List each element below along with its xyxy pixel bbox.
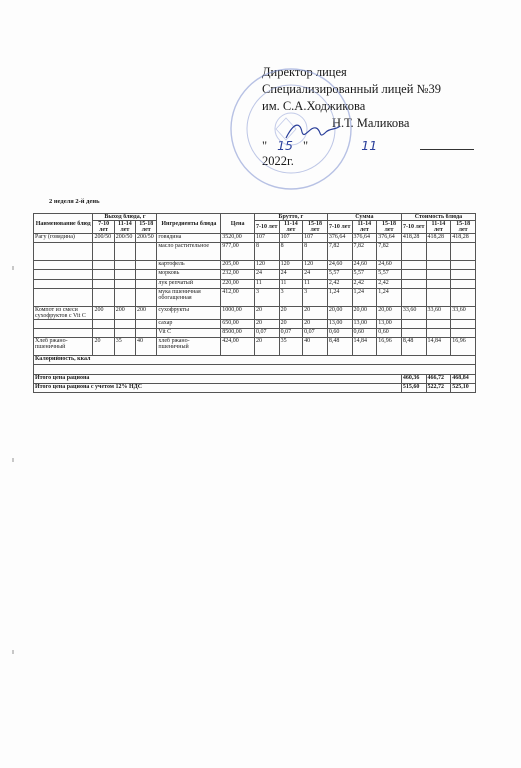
output-7-10: 200 — [93, 306, 114, 319]
output-7-10: 200/50 — [93, 234, 114, 243]
sum-11-14: 13,00 — [352, 319, 377, 328]
sum-15-18: 376,64 — [377, 234, 402, 243]
sum-11-14: 5,57 — [352, 270, 377, 279]
cost-11-14 — [426, 261, 451, 270]
sum-7-10: 0,60 — [327, 328, 352, 337]
ingredient: говядина — [157, 234, 221, 243]
brutto-11-14: 8 — [279, 243, 303, 261]
menu-subtitle: 2 неделя 2-й день — [49, 198, 100, 205]
sum-7-10: 24,60 — [327, 261, 352, 270]
sum-7-10: 13,00 — [327, 319, 352, 328]
brutto-7-10: 11 — [254, 279, 279, 288]
cost-7-10 — [401, 279, 426, 288]
output-11-14 — [114, 279, 135, 288]
price: 650,00 — [221, 319, 255, 328]
sum-15-18: 20,00 — [377, 306, 402, 319]
date-day: 15 — [277, 138, 294, 153]
ingredient: хлеб ржано-пшеничный — [157, 338, 221, 356]
table-row — [34, 261, 476, 270]
cost-15-18 — [451, 279, 476, 288]
dish-name — [34, 288, 93, 306]
output-7-10 — [93, 319, 114, 328]
approval-block — [262, 64, 502, 132]
output-15-18 — [136, 270, 157, 279]
brutto-7-10: 20 — [254, 319, 279, 328]
sum-7-10: 376,64 — [327, 234, 352, 243]
brutto-11-14: 11 — [279, 279, 303, 288]
price: 220,00 — [221, 279, 255, 288]
header-age: 11-14 лет — [426, 221, 451, 234]
dish-name: Рагу (говядина) — [34, 234, 93, 243]
brutto-15-18: 0,07 — [303, 328, 328, 337]
cost-11-14 — [426, 288, 451, 306]
sum-11-14: 7,82 — [352, 243, 377, 261]
cost-15-18: 16,96 — [451, 338, 476, 356]
header-brutto: Брутто, г — [254, 214, 327, 221]
output-15-18 — [136, 288, 157, 306]
output-7-10 — [93, 270, 114, 279]
cost-15-18 — [451, 328, 476, 337]
output-7-10 — [93, 279, 114, 288]
output-11-14 — [114, 270, 135, 279]
dish-name — [34, 261, 93, 270]
sum-7-10: 7,82 — [327, 243, 352, 261]
calories-label: Калорийность, ккал — [34, 356, 476, 365]
table-row — [34, 306, 476, 319]
cost-11-14 — [426, 279, 451, 288]
dish-name — [34, 328, 93, 337]
sum-11-14: 0,60 — [352, 328, 377, 337]
output-11-14 — [114, 243, 135, 261]
brutto-11-14: 20 — [279, 319, 303, 328]
sum-7-10: 1,24 — [327, 288, 352, 306]
sum-11-14: 20,00 — [352, 306, 377, 319]
brutto-11-14: 0,07 — [279, 328, 303, 337]
brutto-11-14: 24 — [279, 270, 303, 279]
cost-15-18: 33,60 — [451, 306, 476, 319]
sum-15-18: 7,82 — [377, 243, 402, 261]
header-sum: Сумма — [327, 214, 401, 221]
output-7-10 — [93, 288, 114, 306]
cost-11-14 — [426, 319, 451, 328]
sum-15-18: 0,60 — [377, 328, 402, 337]
ingredient: сухофрукты — [157, 306, 221, 319]
sum-11-14: 1,24 — [352, 288, 377, 306]
total-vat-value: 525,10 — [451, 383, 476, 392]
sum-15-18: 1,24 — [377, 288, 402, 306]
ingredient: сахар — [157, 319, 221, 328]
price: 205,00 — [221, 261, 255, 270]
output-7-10 — [93, 328, 114, 337]
cost-7-10: 8,48 — [401, 338, 426, 356]
sum-7-10: 8,48 — [327, 338, 352, 356]
date-month: 11 — [361, 138, 378, 153]
header-age: 15-18 лет — [303, 221, 328, 234]
brutto-7-10: 120 — [254, 261, 279, 270]
header-output: Выход блюда, г — [93, 214, 157, 221]
total-vat-label: Итого цена рациона с учетом 12% НДС — [34, 383, 402, 392]
brutto-7-10: 0,07 — [254, 328, 279, 337]
header-age: 7-10 лет — [254, 221, 279, 234]
total-vat-value: 515,60 — [401, 383, 426, 392]
brutto-15-18: 120 — [303, 261, 328, 270]
price: 3520,00 — [221, 234, 255, 243]
total-label: Итого цена рациона — [34, 374, 402, 383]
table-row — [34, 270, 476, 279]
header-age: 15-18 лет — [377, 221, 402, 234]
sum-7-10: 2,42 — [327, 279, 352, 288]
ingredient: мука пшеничная обогащенная — [157, 288, 221, 306]
output-11-14 — [114, 261, 135, 270]
output-15-18 — [136, 261, 157, 270]
cost-15-18 — [451, 288, 476, 306]
ingredient: картофель — [157, 261, 221, 270]
output-11-14: 35 — [114, 338, 135, 356]
brutto-15-18: 24 — [303, 270, 328, 279]
header-age: 7-10 лет — [401, 221, 426, 234]
header-name: Наименование блюд — [34, 214, 93, 234]
ingredient: масло растительное — [157, 243, 221, 261]
brutto-15-18: 20 — [303, 306, 328, 319]
sum-7-10: 5,57 — [327, 270, 352, 279]
output-11-14: 200 — [114, 306, 135, 319]
brutto-7-10: 107 — [254, 234, 279, 243]
table-row — [34, 234, 476, 243]
brutto-11-14: 35 — [279, 338, 303, 356]
output-11-14 — [114, 328, 135, 337]
header-age: 11-14 лет — [114, 221, 135, 234]
brutto-7-10: 20 — [254, 306, 279, 319]
output-7-10 — [93, 261, 114, 270]
brutto-7-10: 20 — [254, 338, 279, 356]
cost-15-18 — [451, 243, 476, 261]
price: 424,00 — [221, 338, 255, 356]
header-age: 7-10 лет — [93, 221, 114, 234]
ingredient: Vit C — [157, 328, 221, 337]
total-value: 466,72 — [426, 374, 451, 383]
brutto-15-18: 8 — [303, 243, 328, 261]
cost-7-10: 33,60 — [401, 306, 426, 319]
output-15-18 — [136, 319, 157, 328]
dish-name — [34, 243, 93, 261]
output-11-14 — [114, 288, 135, 306]
ingredient: морковь — [157, 270, 221, 279]
cost-7-10 — [401, 270, 426, 279]
dish-name — [34, 319, 93, 328]
cost-15-18 — [451, 261, 476, 270]
output-15-18: 200 — [136, 306, 157, 319]
brutto-15-18: 11 — [303, 279, 328, 288]
cost-15-18 — [451, 270, 476, 279]
cost-7-10 — [401, 243, 426, 261]
table-row — [34, 243, 476, 261]
brutto-7-10: 3 — [254, 288, 279, 306]
cost-7-10 — [401, 319, 426, 328]
price: 977,00 — [221, 243, 255, 261]
sum-11-14: 376,64 — [352, 234, 377, 243]
price: 412,00 — [221, 288, 255, 306]
cost-11-14 — [426, 270, 451, 279]
cost-11-14: 14,84 — [426, 338, 451, 356]
sum-11-14: 24,60 — [352, 261, 377, 270]
price: 232,00 — [221, 270, 255, 279]
brutto-15-18: 3 — [303, 288, 328, 306]
table-row — [34, 338, 476, 356]
output-15-18 — [136, 328, 157, 337]
brutto-15-18: 20 — [303, 319, 328, 328]
price: 8500,00 — [221, 328, 255, 337]
brutto-7-10: 24 — [254, 270, 279, 279]
cost-7-10 — [401, 288, 426, 306]
approval-school-name: им. С.А.Ходжикова — [262, 99, 366, 113]
menu-table — [33, 213, 476, 393]
approval-position: Директор лицея — [262, 65, 347, 79]
price: 1000,00 — [221, 306, 255, 319]
ingredient: лук репчатый — [157, 279, 221, 288]
total-value: 460,36 — [401, 374, 426, 383]
cost-11-14 — [426, 243, 451, 261]
cost-7-10 — [401, 261, 426, 270]
approval-school: Специализированный лицей №39 — [262, 82, 441, 96]
header-age: 11-14 лет — [279, 221, 303, 234]
sum-15-18: 5,57 — [377, 270, 402, 279]
sum-7-10: 20,00 — [327, 306, 352, 319]
table-row — [34, 288, 476, 306]
sum-15-18: 16,96 — [377, 338, 402, 356]
table-row — [34, 279, 476, 288]
dish-name — [34, 279, 93, 288]
output-11-14 — [114, 319, 135, 328]
cost-15-18: 418,28 — [451, 234, 476, 243]
output-15-18 — [136, 279, 157, 288]
sum-15-18: 24,60 — [377, 261, 402, 270]
total-vat-value: 522,72 — [426, 383, 451, 392]
output-15-18: 200/50 — [136, 234, 157, 243]
cost-7-10: 418,28 — [401, 234, 426, 243]
sum-11-14: 2,42 — [352, 279, 377, 288]
output-15-18 — [136, 243, 157, 261]
brutto-11-14: 107 — [279, 234, 303, 243]
sum-15-18: 13,00 — [377, 319, 402, 328]
dish-name: Компот из смеси сухофруктов с Vit C — [34, 306, 93, 319]
cost-11-14: 33,60 — [426, 306, 451, 319]
brutto-11-14: 120 — [279, 261, 303, 270]
header-age: 15-18 лет — [451, 221, 476, 234]
output-7-10: 20 — [93, 338, 114, 356]
header-price: Цена — [221, 214, 255, 234]
dish-name: Хлеб ржано-пшеничный — [34, 338, 93, 356]
brutto-11-14: 3 — [279, 288, 303, 306]
header-age: 11-14 лет — [352, 221, 377, 234]
header-age: 7-10 лет — [327, 221, 352, 234]
menu-table-body — [34, 234, 476, 356]
total-value: 468,84 — [451, 374, 476, 383]
table-row — [34, 319, 476, 328]
output-7-10 — [93, 243, 114, 261]
approval-signer: Н.Т. Маликова — [332, 116, 410, 130]
brutto-15-18: 107 — [303, 234, 328, 243]
output-15-18: 40 — [136, 338, 157, 356]
date-year: 2022г. — [262, 154, 294, 168]
dish-name — [34, 270, 93, 279]
cost-11-14 — [426, 328, 451, 337]
brutto-7-10: 8 — [254, 243, 279, 261]
brutto-11-14: 20 — [279, 306, 303, 319]
output-11-14: 200/50 — [114, 234, 135, 243]
cost-7-10 — [401, 328, 426, 337]
header-ingredients: Ингредиенты блюда — [157, 214, 221, 234]
approval-date: " 15 " 11 2022г. — [262, 138, 482, 169]
sum-11-14: 14,84 — [352, 338, 377, 356]
table-row — [34, 328, 476, 337]
brutto-15-18: 40 — [303, 338, 328, 356]
cost-11-14: 418,28 — [426, 234, 451, 243]
header-cost: Стоимость блюда — [401, 214, 475, 221]
header-age: 15-18 лет — [136, 221, 157, 234]
sum-15-18: 2,42 — [377, 279, 402, 288]
blank-row — [34, 365, 476, 374]
cost-15-18 — [451, 319, 476, 328]
